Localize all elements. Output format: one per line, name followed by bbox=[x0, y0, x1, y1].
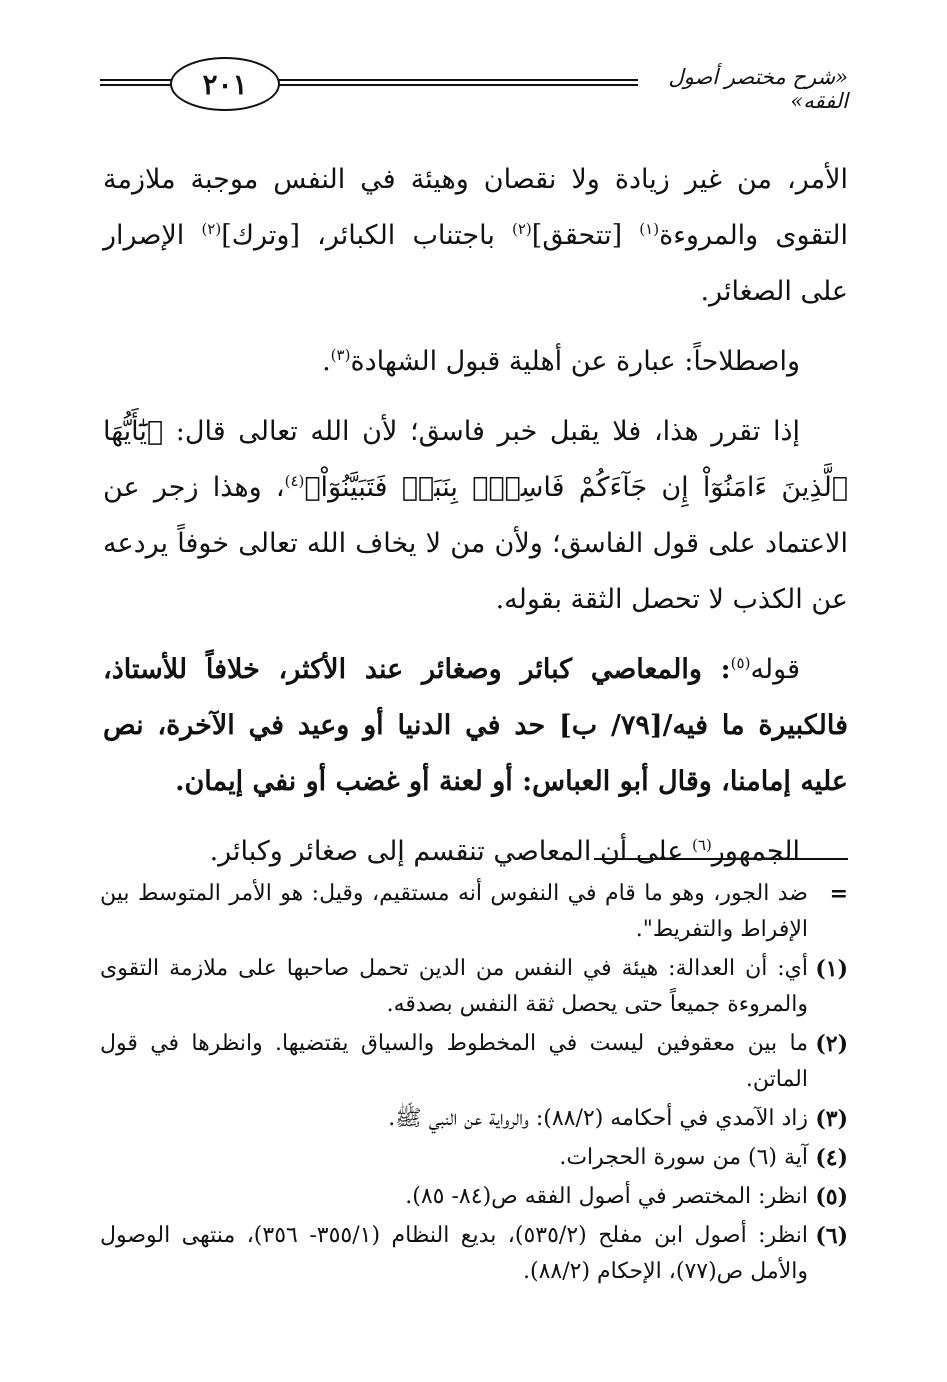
footnote-2: (٢) ما بين معقوفين ليست في المخطوط والسياق يقتضيها. وانظرها في قول الماتن. bbox=[100, 1031, 848, 1092]
paragraph-5: الجمهور$^{(٦)}$ على أن المعاصي تنقسم إلى صغائر وكبائر. bbox=[209, 836, 800, 867]
footnote-3: (٣) زاد الآمدي في أحكامه (٨٨/٢): والرواية عن النبي ﷺ. bbox=[388, 1106, 848, 1132]
footnote-ref: (٤) bbox=[284, 472, 305, 490]
footnote-6: (٦) انظر: أصول ابن مفلح (٥٣٥/٢)، بديع النظام (٣٥٥/١- ٣٥٦)، منتهى الوصول والأمل ص(٧٧)، الإحكام (٨٨/٢). bbox=[100, 1223, 848, 1284]
footnote-continuation: = ضد الجور، وهو ما قام في النفوس أنه مستقيم، وقيل: هو الأمر المتوسط بين الإفراط والتفريط". bbox=[100, 881, 848, 942]
quran-verse: ﴿يَٰٓأَيُّهَا ٱلَّذِينَ ءَامَنُوٓاْ إِن جَآءَكُمْ فَاسِقُۢ بِنَبَإٖ فَتَبَيَّنُوٓاْ﴾ bbox=[103, 416, 849, 503]
page-number: ٢٠١ bbox=[170, 57, 280, 111]
footnote-ref: (١) bbox=[639, 220, 660, 238]
footnotes bbox=[100, 876, 848, 1293]
main-text bbox=[103, 152, 848, 894]
footnote-ref: (٥) bbox=[730, 654, 751, 672]
footnote-ref: (٢) bbox=[201, 220, 222, 238]
footnote-1: (١) أي: أن العدالة: هيئة في النفس من الدين تحمل صاحبها على ملازمة التقوى والمروءة جميعاً حتى يحصل ثقة النفس بصدقه. bbox=[100, 956, 848, 1017]
paragraph-3: إذا تقرر هذا، فلا يقبل خبر فاسق؛ لأن الله تعالى قال: ﴿يَٰٓأَيُّهَا ٱلَّذِينَ ءَامَنُوٓاْ إِن جَآءَكُمْ فَاسِقُۢ بِنَبَإٖ فَتَبَيَّنُوٓاْ﴾$^{(٤)}$، وهذا زجر عن الاعتماد على قول الفاسق؛ ولأن من لا يخاف الله تعالى خوفاً يردعه عن الكذب لا تحصل الثقة بقوله. bbox=[103, 416, 849, 615]
footnote-ref: (٢) bbox=[512, 220, 532, 238]
paragraph-2: واصطلاحاً: عبارة عن أهلية قبول الشهادة$^{(٣)}$. bbox=[322, 346, 800, 377]
footnote-ref: (٦) bbox=[692, 836, 712, 854]
footnote-5: (٥) انظر: المختصر في أصول الفقه ص(٨٤- ٨٥). bbox=[405, 1184, 848, 1210]
header-rule-left bbox=[100, 79, 178, 86]
paragraph-1: الأمر، من غير زيادة ولا نقصان وهيئة في النفس موجبة ملازمة التقوى والمروءة$^{(١)}$ [تتحقق]$^{(٢)}$ باجتناب الكبائر، [وترك]$^{(٢)}$ الإصرار على الصغائر. bbox=[103, 164, 848, 307]
paragraph-4-matn: قوله$^{(٥)}$: والمعاصي كبائر وصغائر عند الأكثر، خلافاً للأستاذ، فالكبيرة ما فيه/[٧٩/ ب] حد في الدنيا أو وعيد في الآخرة، نص عليه إمامنا، وقال أبو العباس: أو لعنة أو غضب أو نفي إيمان. bbox=[103, 654, 848, 797]
header-rule-right bbox=[270, 79, 638, 86]
page-header bbox=[100, 55, 848, 125]
footnote-separator bbox=[594, 858, 848, 860]
running-title: «شرح مختصر أصول الفقه» bbox=[668, 65, 848, 113]
footnote-ref: (٣) bbox=[330, 346, 351, 364]
footnote-4: (٤) آية (٦) من سورة الحجرات. bbox=[559, 1145, 848, 1171]
